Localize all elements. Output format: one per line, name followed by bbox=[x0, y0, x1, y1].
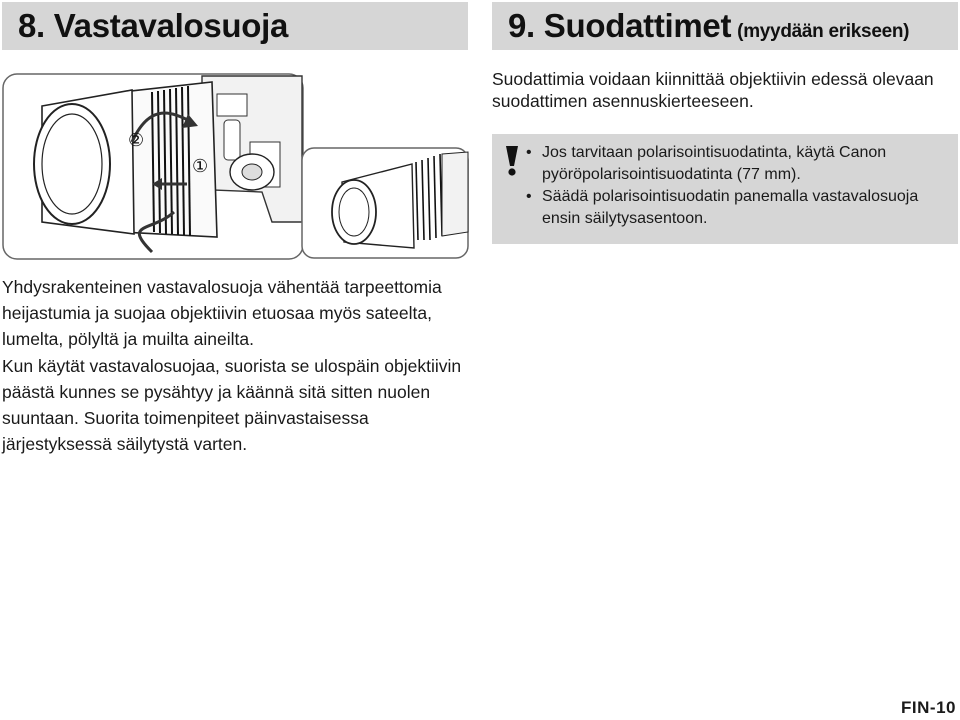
main-lens-drawing bbox=[3, 74, 303, 259]
step-1-label: ① bbox=[192, 156, 209, 177]
body-paragraph: Yhdysrakenteinen vastavalosuoja vähentää tarpeettomia heijastumia ja suojaa objektiivin etuosaa myös sateelta, lumelta, pölyltä ja muilta aineilta. bbox=[2, 277, 442, 350]
section-header-filters bbox=[492, 2, 958, 50]
section-title-sub: (myydään erikseen) bbox=[737, 21, 910, 42]
section-header-lens-hood bbox=[2, 2, 468, 50]
inset-lens-drawing bbox=[302, 148, 468, 258]
section-title-main: 9. Suodattimet bbox=[508, 7, 732, 44]
body-paragraph: Kun käytät vastavalosuojaa, suorista se ulospäin objektiivin päästä kunnes se pysähtyy ja käännä sitä sitten nuolen suuntaan. Suorita toimenpiteet päinvastaisessa järjestyksessä säilytystä varten. bbox=[2, 355, 462, 455]
filters-intro: Suodattimia voidaan kiinnittää objektiivin edessä olevaan suodattimen asennuskierteeseen. bbox=[492, 69, 934, 111]
caution-item-text: Jos tarvitaan polarisointisuodatinta, käytä Canon pyöröpolarisointisuodatinta (77 mm). bbox=[542, 144, 887, 183]
caution-item bbox=[524, 186, 952, 230]
bullet: • bbox=[526, 144, 532, 161]
bullet: • bbox=[526, 188, 532, 205]
caution-item bbox=[524, 142, 952, 186]
caution-item-text: Säädä polarisointisuodatin panemalla vastavalosuoja ensin säilytysasentoon. bbox=[542, 188, 919, 227]
section-title bbox=[508, 7, 909, 45]
lens-hood-illustration bbox=[2, 72, 470, 262]
caution-icon bbox=[502, 144, 522, 178]
step-2-label: ② bbox=[128, 130, 145, 151]
caution-note bbox=[492, 134, 958, 244]
lens-hood-body bbox=[2, 274, 472, 457]
section-title: 8. Vastavalosuoja bbox=[18, 7, 289, 44]
caution-list bbox=[524, 142, 952, 230]
page-number: FIN-10 bbox=[901, 698, 956, 717]
